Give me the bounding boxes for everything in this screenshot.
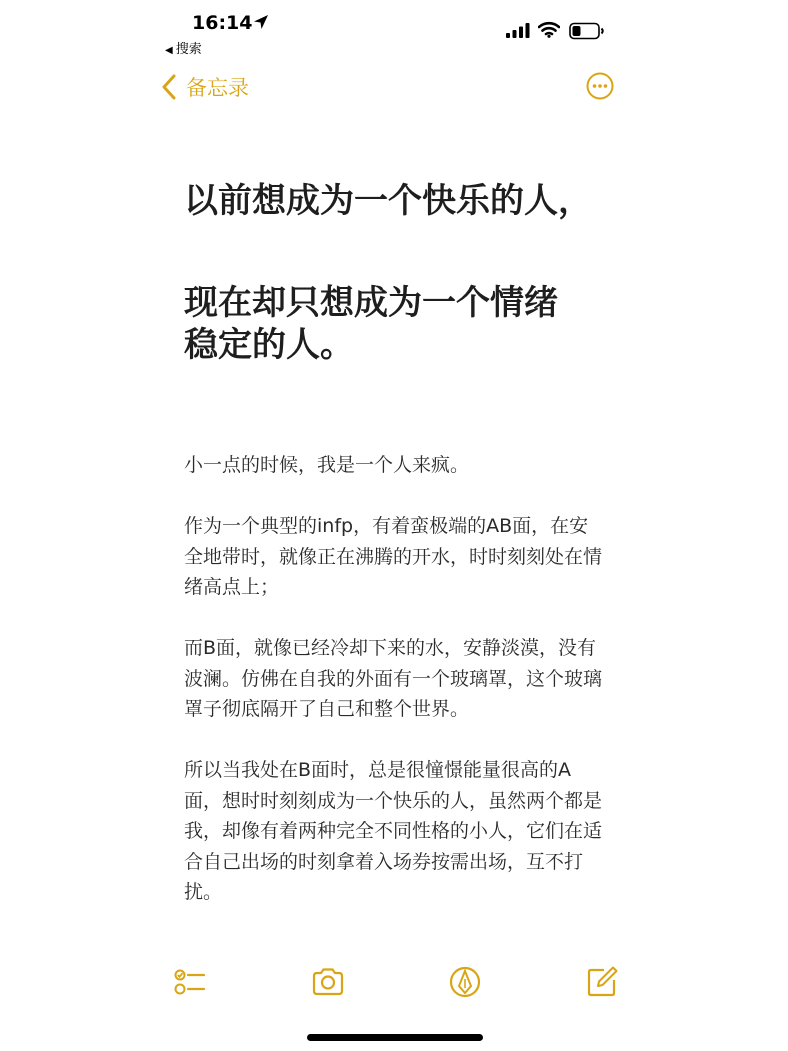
battery-icon	[569, 22, 605, 40]
note-paragraph-2: 作为一个典型的infp，有着蛮极端的AB面，在安全地带时，就像正在沸腾的开水，时时刻刻处在情绪高点上；	[184, 515, 603, 598]
camera-icon[interactable]	[310, 964, 346, 1000]
back-triangle-icon: ◀	[165, 45, 173, 56]
clock-time: 16:14	[192, 12, 253, 34]
note-content[interactable]	[184, 180, 604, 938]
note-title-line-2: 现在却只想成为一个情绪稳定的人。	[184, 283, 558, 365]
nav-bar	[0, 66, 788, 106]
chevron-left-icon	[160, 74, 178, 100]
wifi-icon	[538, 21, 560, 38]
compose-icon[interactable]	[584, 964, 620, 1000]
checklist-icon[interactable]	[172, 964, 208, 1000]
note-paragraph-1: 小一点的时候，我是一个人来疯。	[184, 454, 470, 476]
bottom-toolbar	[0, 960, 788, 1004]
note-title-line-1: 以前想成为一个快乐的人，	[184, 181, 592, 221]
back-to-notes-button[interactable]	[160, 72, 249, 102]
note-paragraph-4: 所以当我处在B面时，总是很憧憬能量很高的A面，想时时刻刻成为一个快乐的人，虽然两个都是我，却像有着两种完全不同性格的小人，它们在适合自己出场的时刻拿着入场券按需出场，互不打扰。	[184, 759, 603, 903]
cellular-signal-icon	[506, 22, 530, 38]
note-paragraph-3: 而B面，就像已经冷却下来的水，安静淡漠，没有波澜。仿佛在自我的外面有一个玻璃罩，这个玻璃罩子彻底隔开了自己和整个世界。	[184, 637, 603, 720]
back-app-label: 搜索	[175, 42, 202, 57]
back-label: 备忘录	[186, 76, 249, 100]
back-to-search-link[interactable]	[165, 38, 202, 57]
status-bar	[0, 0, 788, 60]
ellipsis-circle-icon[interactable]	[585, 71, 615, 101]
note-body	[184, 450, 604, 908]
home-indicator[interactable]	[307, 1034, 483, 1041]
title-gap	[184, 222, 604, 282]
location-arrow-icon	[252, 13, 270, 31]
markup-pen-icon[interactable]	[447, 964, 483, 1000]
